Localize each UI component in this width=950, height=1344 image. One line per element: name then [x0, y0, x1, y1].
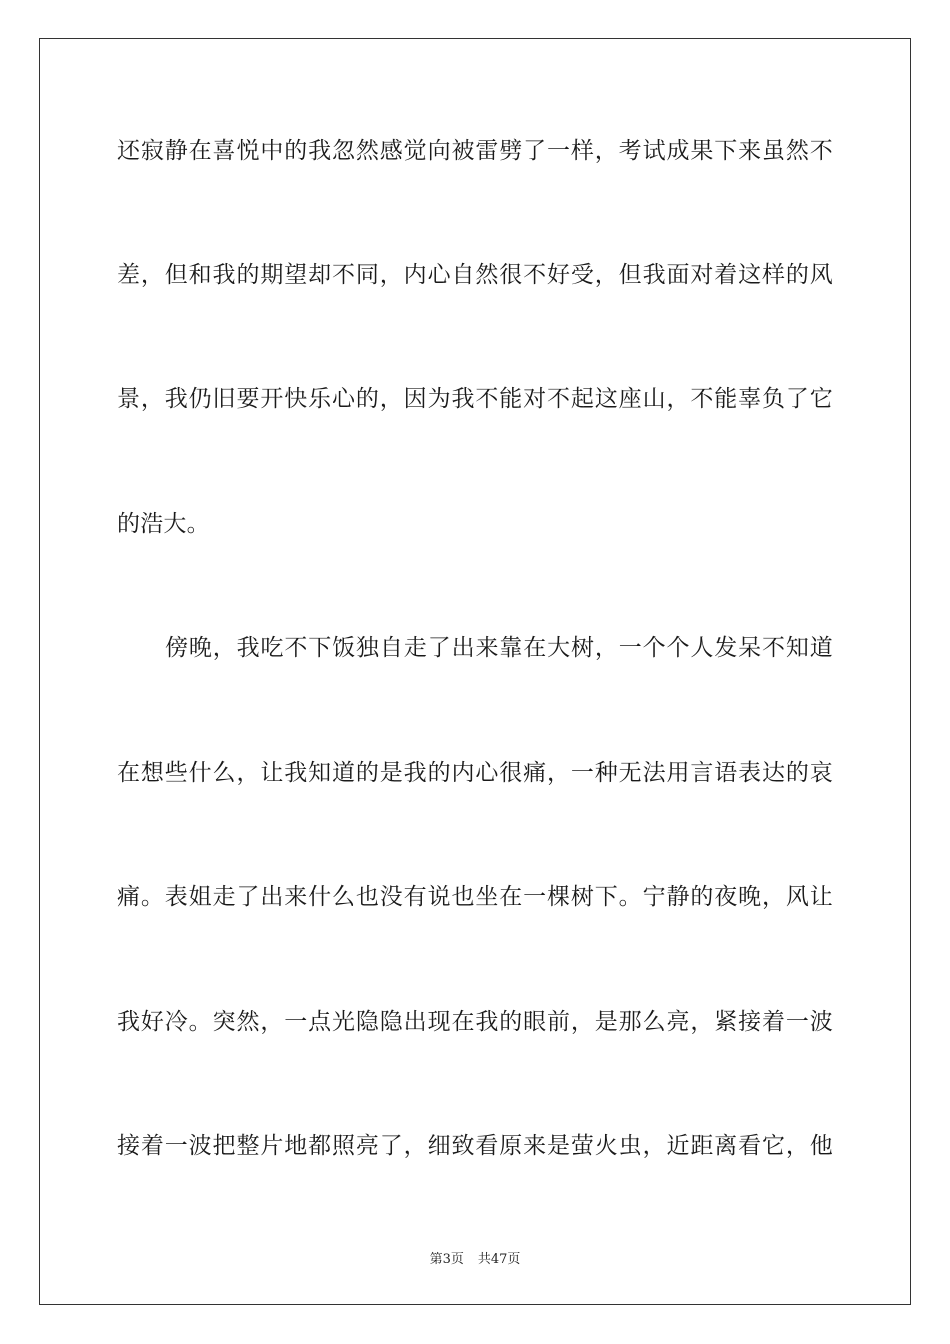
text-line: 的浩大。: [117, 511, 210, 537]
text-line: 差，但和我的期望却不同，内心自然很不好受，但我面对着这样的风: [117, 262, 833, 288]
page-frame: [39, 38, 911, 1305]
paragraph-first-line: 傍晚，我吃不下饭独自走了出来靠在大树，一个个人发呆不知道: [165, 635, 833, 661]
page-total: 共47页: [477, 1252, 521, 1267]
page-number: 第3页: [429, 1252, 464, 1267]
page-footer: [0, 1248, 950, 1267]
text-line: 接着一波把整片地都照亮了，细致看原来是萤火虫，近距离看它，他: [117, 1133, 833, 1159]
text-line: 还寂静在喜悦中的我忽然感觉向被雷劈了一样，考试成果下来虽然不: [117, 138, 833, 164]
text-line: 景，我仍旧要开快乐心的，因为我不能对不起这座山，不能辜负了它: [117, 386, 833, 412]
text-line: 痛。表姐走了出来什么也没有说也坐在一棵树下。宁静的夜晚，风让: [117, 884, 833, 910]
text-line: 我好冷。突然，一点光隐隐出现在我的眼前，是那么亮，紧接着一波: [117, 1009, 833, 1035]
text-line: 在想些什么，让我知道的是我的内心很痛，一种无法用言语表达的哀: [117, 760, 833, 786]
